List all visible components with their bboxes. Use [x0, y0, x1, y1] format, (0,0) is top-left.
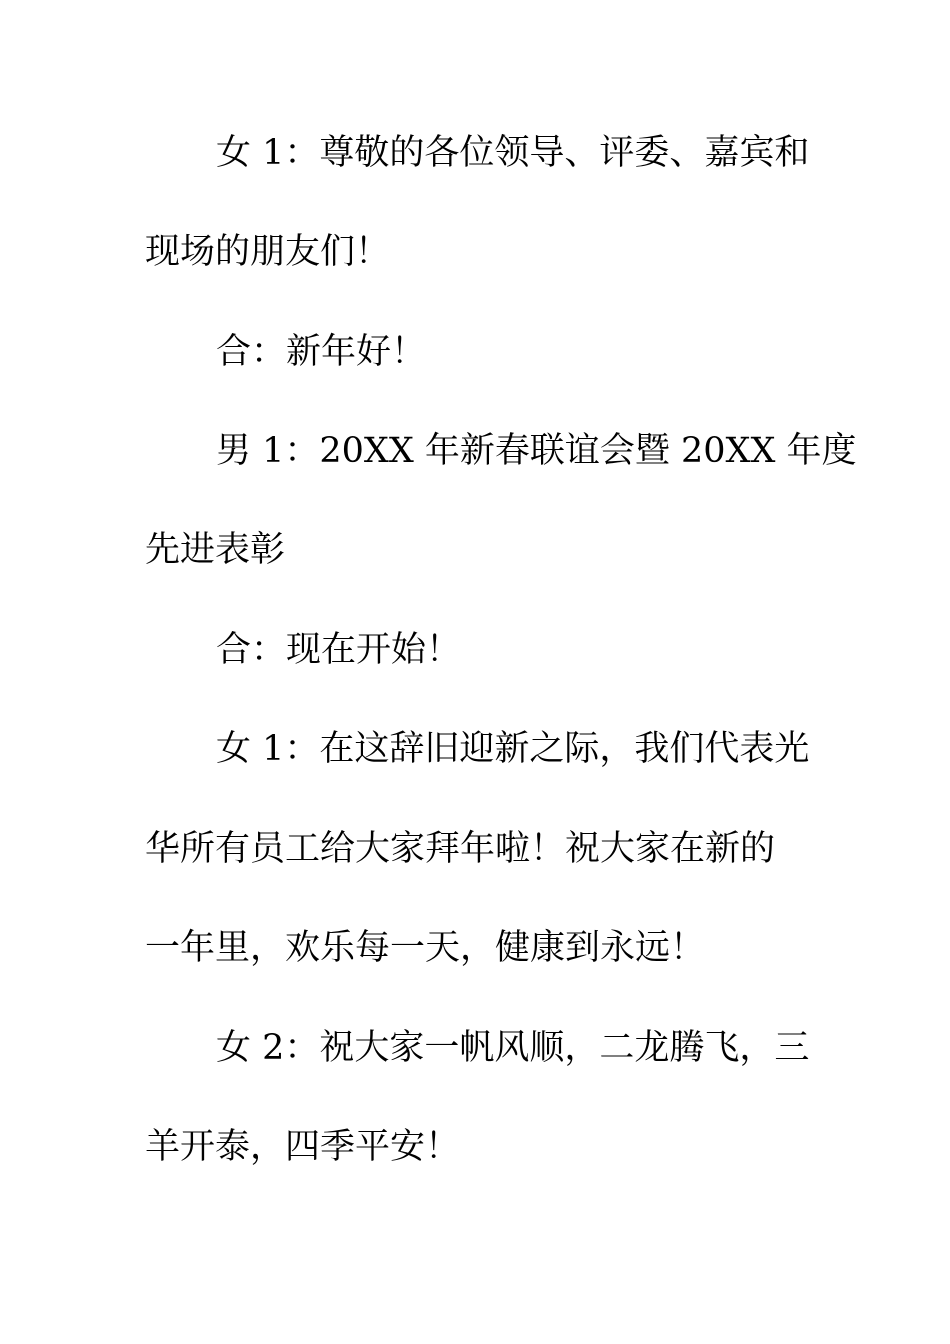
paragraph-line-female2-wishes-cont: 羊开泰，四季平安！: [145, 1127, 461, 1167]
paragraph-line-female1-wishes-cont2: 一年里，欢乐每一天，健康到永远！: [145, 928, 706, 968]
paragraph-line-male1-event-cont: 先进表彰: [145, 530, 286, 570]
paragraph-line-male1-event: 男 1：20XX 年新春联谊会暨 20XX 年度: [216, 431, 857, 471]
paragraph-line-female1-wishes: 女 1：在这辞旧迎新之际，我们代表光: [216, 729, 810, 769]
paragraph-line-female1-wishes-cont1: 华所有员工给大家拜年啦！祝大家在新的: [145, 829, 776, 869]
paragraph-line-chorus-start: 合：现在开始！: [216, 630, 462, 670]
paragraph-line-female1-greeting-cont: 现场的朋友们！: [145, 232, 391, 272]
paragraph-line-chorus-new-year: 合：新年好！: [216, 332, 427, 372]
paragraph-line-female1-greeting: 女 1：尊敬的各位领导、评委、嘉宾和: [216, 133, 810, 173]
paragraph-line-female2-wishes: 女 2：祝大家一帆风顺，二龙腾飞，三: [216, 1028, 810, 1068]
